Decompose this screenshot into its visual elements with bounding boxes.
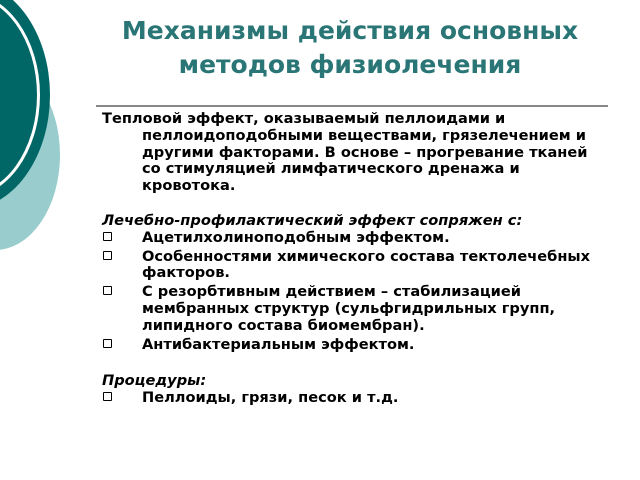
list-item xyxy=(102,249,607,283)
intro-paragraph: Тепловой эффект, оказываемый пеллоидами и пеллоидоподобными веществами, грязелечением и другими факторами. В основе – прогревание тканей со стимуляцией лимфатического дренажа и кровотока. xyxy=(102,110,588,195)
square-bullet-icon xyxy=(103,232,112,241)
square-bullet-icon xyxy=(103,339,112,348)
list-item xyxy=(102,230,607,247)
slide-title: Механизмы действия основных методов физиолечения xyxy=(121,16,579,79)
procedures-list xyxy=(102,390,607,407)
square-bullet-icon xyxy=(103,251,112,260)
section-heading-procedures: Процедуры: xyxy=(102,372,207,390)
list-item xyxy=(102,284,607,334)
list-item xyxy=(102,390,607,407)
list-item-text: Ацетилхолиноподобным эффектом. xyxy=(142,228,450,246)
square-bullet-icon xyxy=(103,392,112,401)
square-bullet-icon xyxy=(103,286,112,295)
section-heading-effects: Лечебно-профилактический эффект сопряжен с: xyxy=(102,211,523,229)
effects-list xyxy=(102,230,607,354)
title-divider xyxy=(96,105,608,107)
spacer xyxy=(102,195,607,213)
slide-body xyxy=(102,111,607,409)
list-item-text: Пеллоиды, грязи, песок и т.д. xyxy=(142,389,399,407)
list-item xyxy=(102,337,607,354)
spacer xyxy=(102,355,607,373)
list-item-text: Антибактериальным эффектом. xyxy=(142,335,415,353)
list-item-text: С резорбтивным действием – стабилизацией мембранных структур (сульфгидрильных групп, липидного состава биомембран). xyxy=(142,283,556,334)
list-item-text: Особенностями химического состава тектолечебных факторов. xyxy=(142,247,591,282)
